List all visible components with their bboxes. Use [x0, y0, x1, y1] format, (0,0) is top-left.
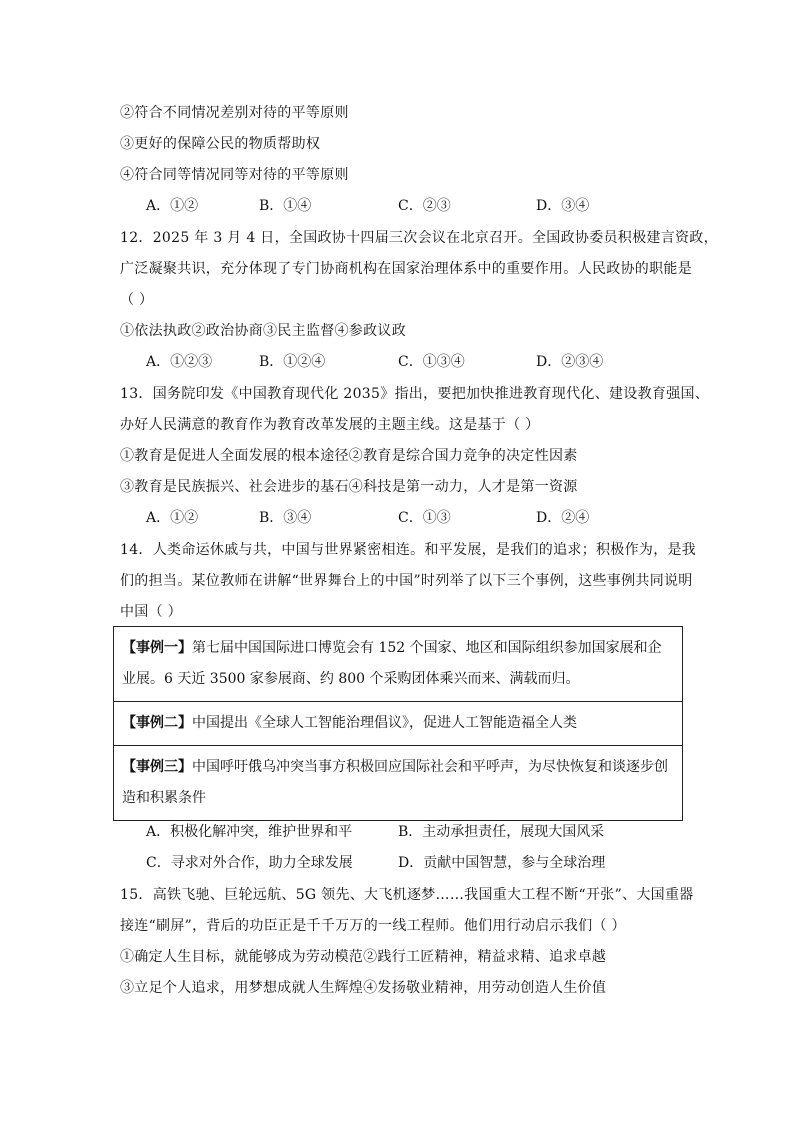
q12-option-c[interactable]: C．①③④	[398, 354, 465, 370]
q13-items-line2: ③教育是民族振兴、社会进步的基石④科技是第一动力，人才是第一资源	[120, 479, 578, 495]
q11-item-3: ③更好的保障公民的物质帮助权	[120, 136, 321, 152]
case-row	[114, 627, 683, 702]
q14-stem-line2: 们的担当。某位教师在讲解“世界舞台上的中国”时列举了以下三个事例，这些事例共同说明	[120, 573, 693, 589]
q13-options	[0, 508, 794, 528]
case-row	[114, 702, 683, 746]
q12-option-b[interactable]: B．①②④	[259, 354, 326, 370]
q14-stem-line1: 14．人类命运休戚与共，中国与世界紧密相连。和平发展，是我们的追求；积极作为，是我	[120, 542, 697, 558]
q14-option-d[interactable]: D．贡献中国智慧，参与全球治理	[398, 855, 606, 871]
case-cell	[114, 702, 683, 746]
case-label: 【事例一】	[122, 640, 192, 656]
q14-options-row2	[0, 853, 794, 873]
q13-option-b[interactable]: B．③④	[259, 510, 312, 526]
q12-items: ①依法执政②政治协商③民主监督④参政议政	[120, 323, 406, 339]
case-table	[113, 626, 683, 821]
q13-stem-line2: 办好人民满意的教育作为教育改革发展的主题主线。这是基于（ ）	[120, 417, 540, 433]
q15-stem-line2: 接连“刷屏”，背后的功臣正是千千万万的一线工程师。他们用行动启示我们（ ）	[120, 918, 626, 934]
case-label: 【事例二】	[122, 715, 192, 731]
q15-items-line1: ①确定人生目标，就能够成为劳动模范②践行工匠精神，精益求精、追求卓越	[120, 949, 607, 965]
case-row	[114, 746, 683, 821]
q13-items-line1: ①教育是促进人全面发展的根本途径②教育是综合国力竞争的决定性因素	[120, 448, 578, 464]
q11-option-b[interactable]: B．①④	[259, 198, 312, 214]
q12-stem-line3: （ ）	[120, 292, 154, 308]
q13-option-d[interactable]: D．②④	[536, 510, 590, 526]
q11-option-c[interactable]: C．②③	[398, 198, 451, 214]
q13-stem-line1: 13．国务院印发《中国教育现代化 2035》指出，要把加快推进教育现代化、建设教育强国、	[120, 386, 710, 402]
q12-option-d[interactable]: D．②③④	[536, 354, 604, 370]
q14-option-a[interactable]: A．积极化解冲突，维护世界和平	[146, 824, 353, 840]
q14-stem-line3: 中国（ ）	[120, 604, 182, 620]
q11-item-2: ②符合不同情况差别对待的平等原则	[120, 105, 349, 121]
q11-option-a[interactable]: A．①②	[146, 198, 199, 214]
q14-option-b[interactable]: B．主动承担责任，展现大国风采	[398, 824, 605, 840]
case-text: 中国呼吁俄乌冲突当事方积极回应国际社会和平呼声，为尽快恢复和谈逐步创造和积累条件	[122, 759, 668, 806]
case-label: 【事例三】	[122, 759, 192, 775]
q14-options-row1	[0, 822, 794, 842]
q12-stem-line1: 12．2025 年 3 月 4 日，全国政协十四届三次会议在北京召开。全国政协委员积极建言资政，	[120, 230, 718, 246]
case-cell	[114, 746, 683, 821]
q12-option-a[interactable]: A．①②③	[146, 354, 213, 370]
q11-item-4: ④符合同等情况同等对待的平等原则	[120, 167, 349, 183]
q12-options	[0, 352, 794, 372]
q15-stem-line1: 15．高铁飞驰、巨轮远航、5G 领先、大飞机逐梦……我国重大工程不断“开张”、大国重器	[120, 887, 694, 903]
case-text: 第七届中国国际进口博览会有 152 个国家、地区和国际组织参加国家展和企业展。6 天近 3500 家参展商、约 800 个采购团体乘兴而来、满载而归。	[122, 640, 662, 687]
q11-option-d[interactable]: D．③④	[536, 198, 590, 214]
q11-options	[0, 196, 794, 216]
q15-items-line2: ③立足个人追求，用梦想成就人生辉煌④发扬敬业精神，用劳动创造人生价值	[120, 980, 607, 996]
q13-option-a[interactable]: A．①②	[146, 510, 199, 526]
q12-stem-line2: 广泛凝聚共识，充分体现了专门协商机构在国家治理体系中的重要作用。人民政协的职能是	[120, 261, 692, 277]
q14-option-c[interactable]: C．寻求对外合作，助力全球发展	[146, 855, 353, 871]
case-cell	[114, 627, 683, 702]
q13-option-c[interactable]: C．①③	[398, 510, 451, 526]
case-text: 中国提出《全球人工智能治理倡议》，促进人工智能造福全人类	[192, 715, 577, 731]
